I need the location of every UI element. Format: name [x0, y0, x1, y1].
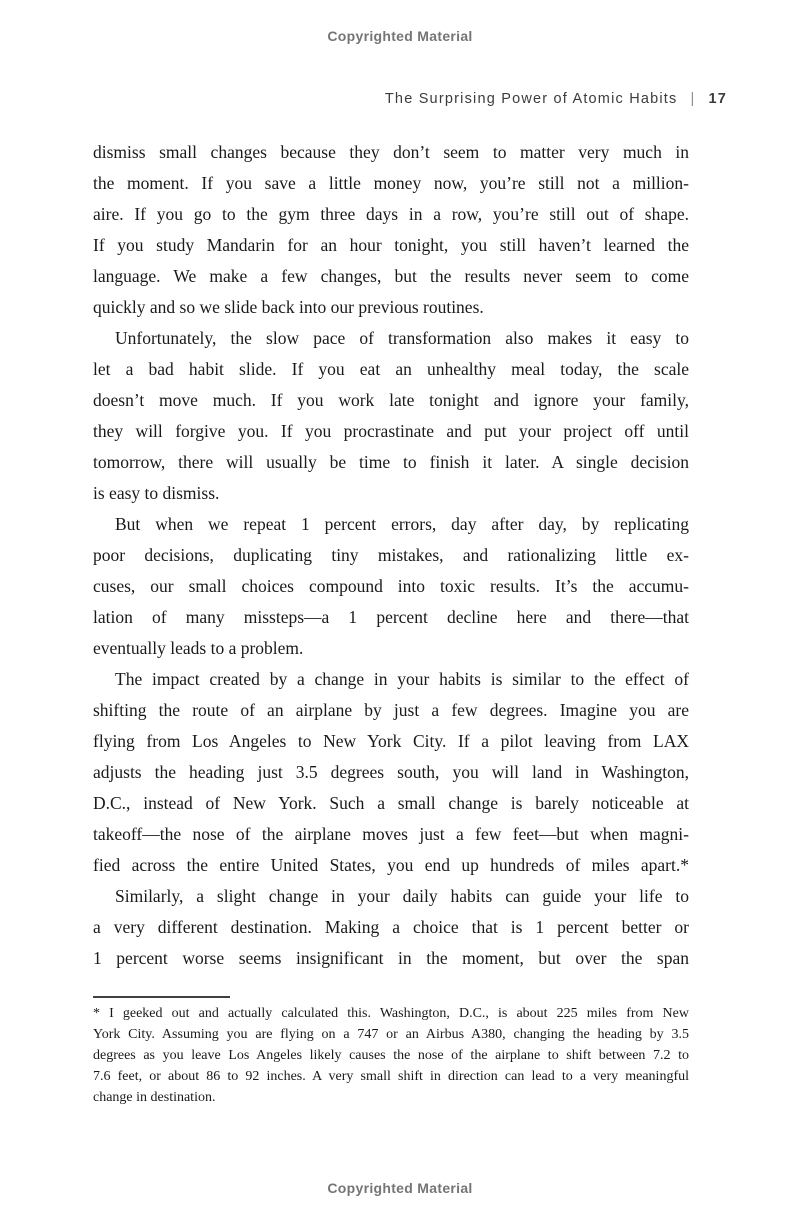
body-line: takeoff—the nose of the airplane moves just a few feet—but when magni-: [93, 824, 689, 844]
body-line: they will forgive you. If you procrastinate and put your project off until: [93, 421, 689, 441]
footnote-line: York City. Assuming you are flying on a 747 or an Airbus A380, changing the heading by 3.5: [93, 1027, 689, 1042]
body-line: aire. If you go to the gym three days in a row, you’re still out of shape.: [93, 204, 689, 224]
footnote-line: 7.6 feet, or about 86 to 92 inches. A very small shift in direction can lead to a very meaningful: [93, 1069, 689, 1084]
body-text: [93, 137, 689, 974]
page-number: 17: [708, 91, 727, 107]
header-separator: |: [690, 91, 696, 107]
footnote-line: * I geeked out and actually calculated this. Washington, D.C., is about 225 miles from New: [93, 1006, 689, 1021]
body-line: 1 percent worse seems insignificant in the moment, but over the span: [93, 948, 689, 968]
body-line: quickly and so we slide back into our previous routines.: [93, 297, 484, 317]
copyright-banner-bottom: Copyrighted Material: [327, 1180, 473, 1196]
running-header: [385, 91, 727, 107]
body-line: language. We make a few changes, but the results never seem to come: [93, 266, 689, 286]
body-line: shifting the route of an airplane by just a few degrees. Imagine you are: [93, 700, 689, 720]
footnote-rule: [93, 996, 230, 998]
body-line: is easy to dismiss.: [93, 483, 220, 503]
copyright-banner-top: Copyrighted Material: [327, 28, 473, 44]
body-line: fied across the entire United States, you end up hundreds of miles apart.*: [93, 855, 689, 875]
body-line: flying from Los Angeles to New York City. If a pilot leaving from LAX: [93, 731, 689, 751]
footnote-line: change in destination.: [93, 1090, 216, 1105]
body-line: cuses, our small choices compound into toxic results. It’s the accumu-: [93, 576, 689, 596]
body-line: eventually leads to a problem.: [93, 638, 304, 658]
body-line: D.C., instead of New York. Such a small change is barely noticeable at: [93, 793, 689, 813]
footnote: [93, 1003, 689, 1108]
body-line: adjusts the heading just 3.5 degrees south, you will land in Washington,: [93, 762, 689, 782]
body-line: Unfortunately, the slow pace of transformation also makes it easy to: [115, 328, 689, 348]
body-line: doesn’t move much. If you work late tonight and ignore your family,: [93, 390, 689, 410]
body-line: let a bad habit slide. If you eat an unhealthy meal today, the scale: [93, 359, 689, 379]
body-line: lation of many missteps—a 1 percent decline here and there—that: [93, 607, 689, 627]
body-line: Similarly, a slight change in your daily habits can guide your life to: [115, 886, 689, 906]
body-line: The impact created by a change in your habits is similar to the effect of: [115, 669, 689, 689]
body-line: a very different destination. Making a choice that is 1 percent better or: [93, 917, 689, 937]
body-line: the moment. If you save a little money now, you’re still not a million-: [93, 173, 689, 193]
body-line: dismiss small changes because they don’t seem to matter very much in: [93, 142, 689, 162]
footnote-line: degrees as you leave Los Angeles likely causes the nose of the airplane to shift between 7.2 to: [93, 1048, 689, 1063]
chapter-title: The Surprising Power of Atomic Habits: [384, 91, 678, 107]
body-line: poor decisions, duplicating tiny mistakes, and rationalizing little ex-: [93, 545, 689, 565]
body-line: If you study Mandarin for an hour tonight, you still haven’t learned the: [93, 235, 689, 255]
body-line: But when we repeat 1 percent errors, day after day, by replicating: [115, 514, 689, 534]
body-line: tomorrow, there will usually be time to finish it later. A single decision: [93, 452, 689, 472]
